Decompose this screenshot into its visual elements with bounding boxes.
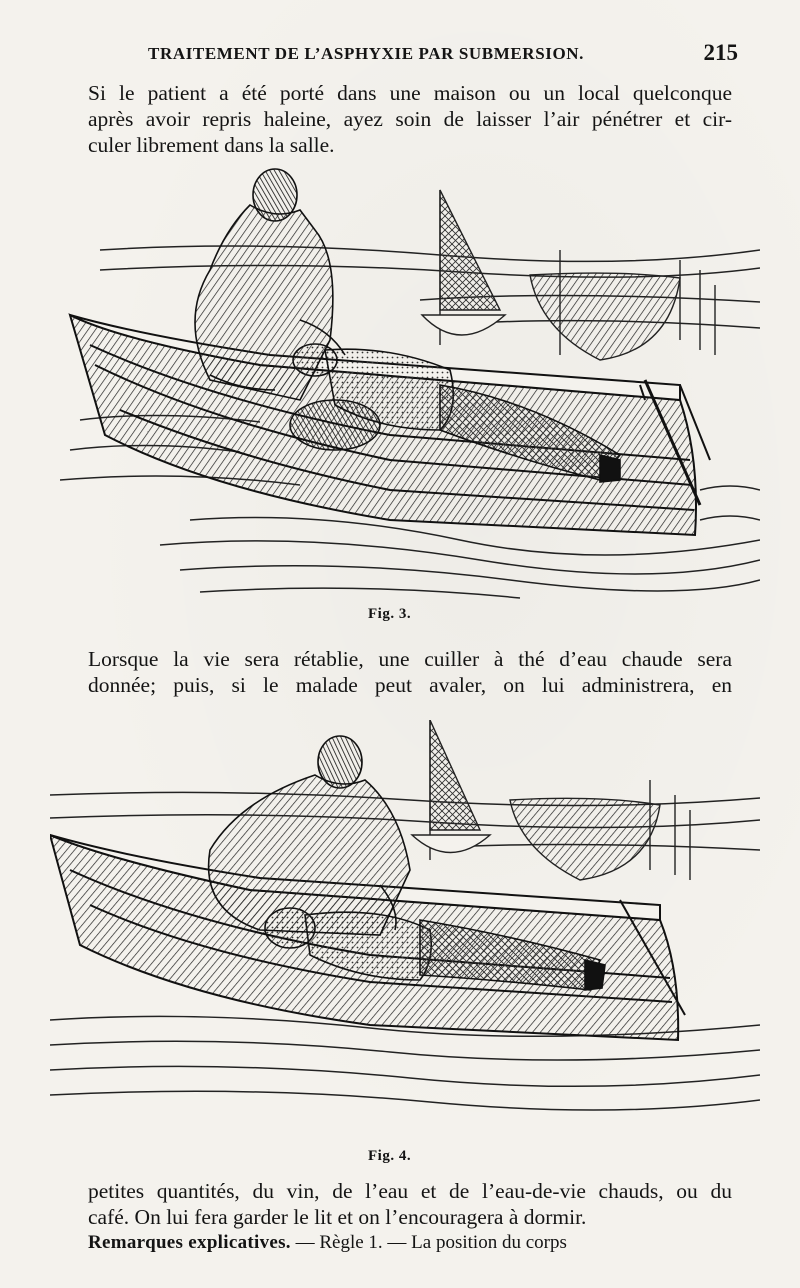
paragraph-3-line: petites quantités, du vin, de l’eau et de l’eau-de-vie chauds, ou du bbox=[88, 1179, 732, 1203]
paragraph-2 bbox=[88, 646, 732, 698]
running-title: TRAITEMENT DE L’ASPHYXIE PAR SUBMERSION. bbox=[148, 44, 585, 63]
paragraph-1-line: après avoir repris haleine, ayez soin de laisser l’air pénétrer et cir- bbox=[88, 107, 732, 131]
figure-4-engraving bbox=[50, 720, 760, 1120]
paragraph-1-line: culer librement dans la salle. bbox=[88, 133, 335, 157]
footer-line bbox=[88, 1232, 732, 1254]
paragraph-3 bbox=[88, 1178, 732, 1230]
paragraph-3-line: café. On lui fera garder le lit et on l’encouragera à dormir. bbox=[88, 1205, 587, 1229]
remarks-label: Remarques explicatives. bbox=[88, 1232, 291, 1253]
paragraph-2-line: donnée; puis, si le malade peut avaler, on lui administrera, en bbox=[88, 673, 732, 697]
paragraph-2-line: Lorsque la vie sera rétablie, une cuiller à thé d’eau chaude sera bbox=[88, 647, 732, 671]
rescuer-figure bbox=[209, 736, 410, 935]
rule-text: — Règle 1. — La position du corps bbox=[295, 1232, 567, 1253]
distant-sailboat bbox=[412, 720, 690, 880]
figure-4-caption: Fig. 4. bbox=[368, 1148, 412, 1164]
figure-3-caption: Fig. 3. bbox=[368, 606, 412, 622]
figure-3-engraving bbox=[60, 160, 760, 600]
paragraph-1 bbox=[88, 80, 732, 158]
page-number: 215 bbox=[703, 40, 738, 65]
paragraph-1-line: Si le patient a été porté dans une maison ou un local quelconque bbox=[88, 81, 732, 105]
page-header bbox=[60, 40, 740, 70]
